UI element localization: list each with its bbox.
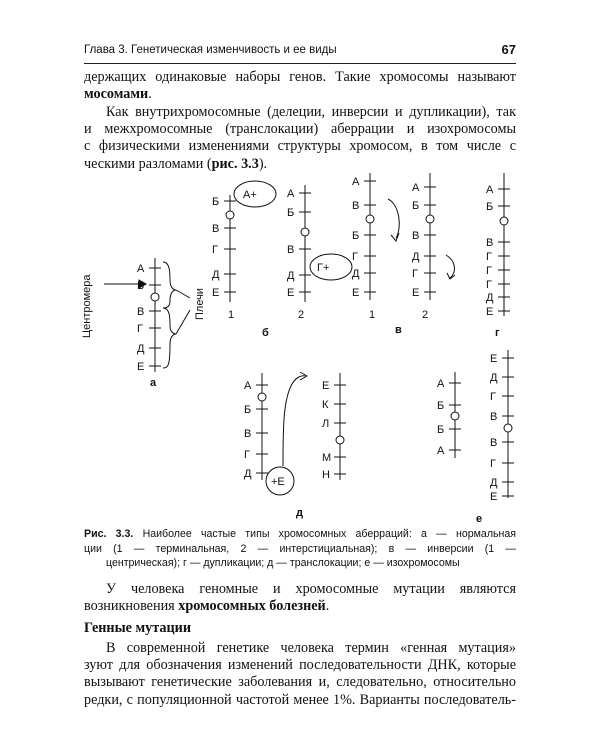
p2-line-3: с физическими изменениями структуры хромосом, в том числе с (84, 138, 516, 155)
centromere-e1 (451, 412, 459, 420)
gene-label: В (352, 200, 360, 212)
panel-d (244, 372, 346, 519)
gene-label: Г (486, 265, 492, 277)
p3-line-1: У человека геномные и хромосомные мутации являются (106, 581, 516, 597)
arms-label: Плечи (194, 288, 206, 320)
gene-label: Г (137, 323, 143, 335)
centromere-a (151, 293, 159, 301)
gene-label: В (490, 411, 498, 423)
panel-d-label: д (296, 507, 303, 519)
gene-label: Д (486, 292, 494, 304)
v-num-1: 1 (369, 309, 376, 321)
gene-label: В (137, 306, 145, 318)
centromere-g (500, 217, 508, 225)
p4-line-4: редки, с популяционной частотой менее 1%. Варианты последователь- (84, 691, 516, 708)
gene-label: В (412, 230, 420, 242)
centromere-e2 (504, 424, 512, 432)
page-number: 67 (501, 42, 516, 57)
p1-line-2: мосомами. (84, 86, 152, 103)
panel-a (81, 258, 206, 389)
deleted-note-b2: Г+ (317, 262, 330, 274)
gene-label: Е (287, 287, 295, 299)
panel-g (486, 173, 510, 339)
paragraph-4 (84, 640, 516, 709)
brace-upper-arm (163, 262, 176, 308)
gene-label: А (244, 380, 252, 392)
centromere-b1 (226, 211, 234, 219)
panel-v (352, 173, 455, 336)
p4-line-1: В современной генетике человека термин «генная мутация» (106, 640, 516, 656)
gene-label: Б (437, 400, 445, 412)
panel-b (212, 181, 352, 339)
inversion-arrow-v1 (388, 199, 399, 238)
gene-label: А (437, 445, 445, 457)
gene-label: Д (212, 269, 220, 281)
gene-label: А (486, 184, 494, 196)
gene-label: Д (412, 251, 420, 263)
gene-label: Е (352, 287, 360, 299)
figure-caption (84, 527, 516, 571)
gene-label: А (437, 378, 445, 390)
gene-label: В (486, 237, 494, 249)
b-num-1: 1 (228, 309, 235, 321)
panel-v-label: в (395, 324, 402, 336)
caption-line-3: центрическая); г — дупликации; д — транслокации; е — изохромосомы (106, 557, 460, 569)
gene-label: А (412, 182, 420, 194)
centromere-v2 (426, 215, 434, 223)
deleted-note-b1: А+ (243, 189, 257, 201)
p2-line-2: и межхромосомные (транслокации) аберрации и изохромосомы (84, 121, 516, 138)
gene-label: Г (490, 458, 496, 470)
centromere-d1 (258, 393, 266, 401)
brace-lower-arm (163, 308, 176, 368)
gene-label: В (212, 223, 220, 235)
gene-label: Л (322, 418, 330, 430)
translocation-arrow (283, 376, 305, 466)
gene-label: Б (486, 201, 494, 213)
centromere-b2 (301, 228, 309, 236)
p1-line-1: держащих одинаковые наборы генов. Такие хромосомы называют (84, 69, 516, 85)
gene-label: Д (137, 343, 145, 355)
gene-label: Д (244, 468, 252, 480)
gene-label: Д (287, 270, 295, 282)
gene-label: А (352, 176, 360, 188)
panel-g-label: г (495, 327, 500, 339)
p3-line-2: возникновения хромосомных болезней. (84, 598, 330, 615)
gene-label: Г (486, 251, 492, 263)
panel-b-label: б (262, 327, 269, 339)
centromere-v1 (366, 215, 374, 223)
gene-label: Г (352, 251, 358, 263)
gene-label: В (244, 428, 252, 440)
gene-label: Б (137, 280, 145, 292)
gene-label: Г (212, 244, 218, 256)
p2-line-1: Как внутрихромосомные (делеции, инверсии и дупликации), так (106, 104, 516, 120)
gene-label: Д (490, 477, 498, 489)
panel-e-label: е (476, 513, 483, 525)
gene-label: В (287, 244, 295, 256)
gene-label: Е (137, 361, 145, 373)
gene-label: Д (352, 268, 360, 280)
gene-label: Г (412, 268, 418, 280)
b-num-2: 2 (298, 309, 305, 321)
gene-label: Б (212, 196, 220, 208)
caption-line-1: Рис. 3.3. Наиболее частые типы хромосомных аберраций: а — нормальная (84, 528, 516, 540)
gene-label: Е (486, 306, 494, 318)
gene-label: Г (244, 449, 250, 461)
gene-label: Д (490, 372, 498, 384)
translocation-note: +Е (271, 476, 285, 488)
section-heading: Генные мутации (84, 620, 192, 636)
gene-label: К (322, 399, 329, 411)
gene-label: Е (490, 491, 498, 503)
gene-label: Б (244, 404, 252, 416)
p4-line-2: зуют для обозначения изменений последовательности ДНК, которые (84, 657, 516, 674)
gene-label: Е (490, 353, 498, 365)
gene-label: Б (412, 200, 420, 212)
gene-label: Б (287, 207, 295, 219)
centromere-label: Центромера (81, 274, 93, 338)
gene-label: Г (490, 391, 496, 403)
gene-label: М (322, 452, 332, 464)
p2-line-4: ческими разломами (рис. 3.3). (84, 155, 268, 172)
centromere-d2 (336, 436, 344, 444)
v-num-2: 2 (422, 309, 429, 321)
panel-a-label: а (150, 377, 157, 389)
gene-label: Е (322, 380, 330, 392)
gene-label: Н (322, 469, 330, 481)
gene-label: Г (486, 279, 492, 291)
gene-label: Б (437, 424, 445, 436)
gene-label: А (137, 263, 145, 275)
panel-e (437, 350, 514, 525)
gene-label: Б (352, 230, 360, 242)
chapter-title: Глава 3. Генетическая изменчивость и ее виды (84, 44, 337, 56)
gene-label: Е (412, 287, 420, 299)
gene-label: А (287, 188, 295, 200)
gene-label: В (490, 437, 498, 449)
caption-line-2: ции (1 — терминальная, 2 — интерстициальная); в — инверсии (1 — (84, 542, 516, 555)
gene-label: Е (212, 287, 220, 299)
paragraph-3 (84, 581, 516, 615)
p4-line-3: вызывают генетические заболевания и, следовательно, относительно (84, 674, 516, 691)
